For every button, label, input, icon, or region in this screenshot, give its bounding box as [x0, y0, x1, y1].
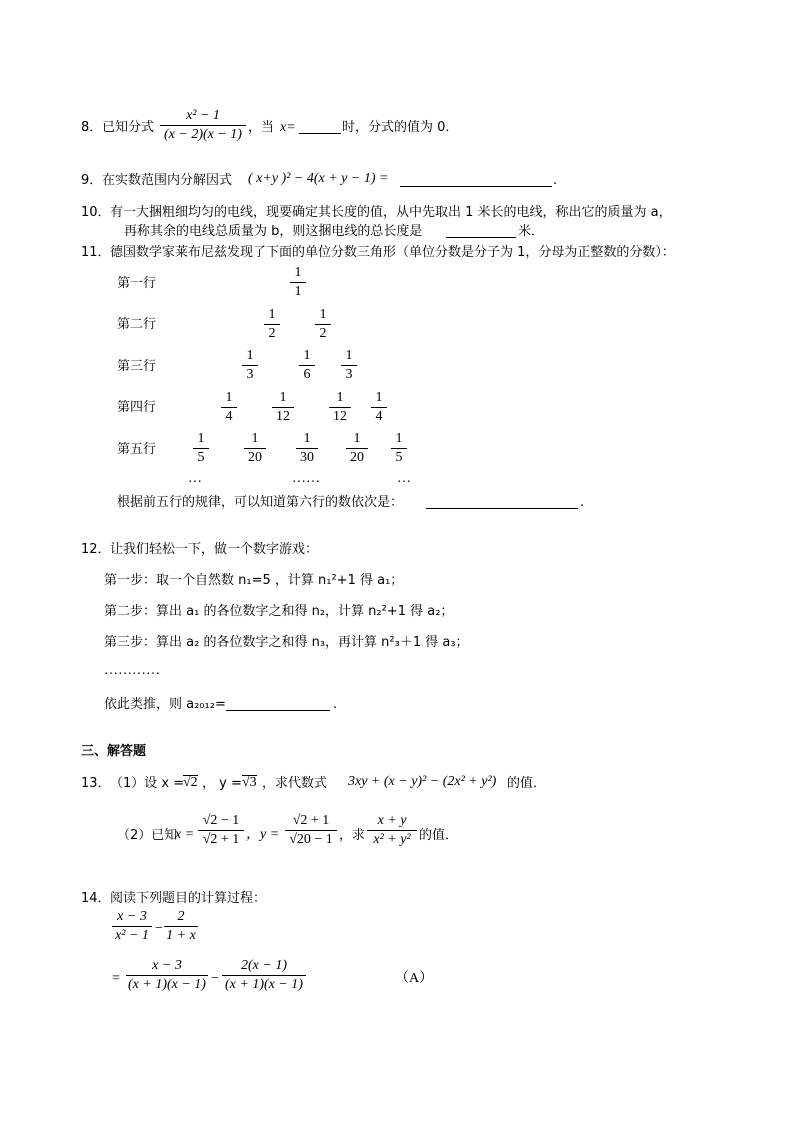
q13-part1-b: ， y = [202, 776, 242, 791]
unit-fraction: 1 4 [221, 390, 237, 425]
q12-final-end: . [333, 697, 338, 712]
q11-text: 德国数学家莱布尼兹发现了下面的单位分数三角形（单位分数是分子为 1，分母为正整数的分数）： [110, 245, 675, 260]
q9-number: 9． [81, 173, 103, 188]
q8-var: x= [280, 120, 296, 135]
q14-minus: − [211, 971, 219, 986]
unit-fraction: 1 20 [346, 431, 368, 466]
q8-frac-denominator: (x − 2)(x − 1) [164, 127, 242, 142]
q13-y-fraction: √2 + 1 √20 − 1 [285, 813, 337, 848]
q11-conclusion: 根据前五行的规律，可以知道第六行的数依次是： [117, 495, 404, 510]
q11-row-label: 第二行 [117, 317, 157, 332]
q11-conclusion-end: . [580, 495, 585, 510]
unit-fraction: 1 3 [341, 348, 357, 383]
unit-fraction: 1 2 [264, 307, 280, 342]
q12-step1: 第一步：取一个自然数 n₁=5 ，计算 n₁²+1 得 a₁； [104, 573, 404, 588]
q14-fraction-1: x − 3 x² − 1 [112, 909, 152, 944]
q14-fraction-3: x − 3 (x + 1)(x − 1) [126, 958, 208, 993]
q9-text: 在实数范围内分解因式 [102, 173, 233, 188]
q14-fraction-2: 2 1 + x [164, 909, 198, 944]
q12-number: 12． [81, 542, 111, 557]
unit-fraction: 1 2 [315, 307, 331, 342]
q13-query-fraction: x + y x² + y² [367, 813, 417, 848]
q9-end: . [553, 173, 558, 188]
q13-part1-c: ，求代数式 [262, 776, 328, 791]
q14-number: 14． [81, 891, 111, 906]
q13-part2-c: 的值． [419, 828, 459, 843]
q11-row-label: 第一行 [117, 276, 157, 291]
q13-part2-a: （2）已知 [117, 828, 178, 843]
q11-dots-right: … [397, 471, 411, 486]
q11-row-label: 第五行 [117, 442, 157, 457]
q13-part1-y: √3 [242, 775, 257, 790]
section-title: 三、解答题 [81, 744, 147, 759]
q8-tail: 时，分式的值为 0． [342, 120, 459, 135]
q11-blank[interactable] [426, 496, 578, 512]
q11-number: 11． [81, 245, 111, 260]
q9-blank[interactable] [400, 174, 552, 190]
q11-dots-left: … [188, 471, 202, 486]
q13-part2-b: ，求 [339, 828, 366, 843]
unit-fraction: 1 20 [244, 431, 266, 466]
q11-row-label: 第四行 [117, 400, 157, 415]
q13-number: 13． [81, 776, 111, 791]
q10-number: 10． [81, 205, 111, 220]
unit-fraction: 1 3 [242, 348, 258, 383]
q11-row-label: 第三行 [117, 359, 157, 374]
q12-step2: 第二步：算出 a₁ 的各位数字之和得 n₂，计算 n₂²+1 得 a₂； [104, 604, 454, 619]
q10-line1: 有一大捆粗细均匀的电线，现要确定其长度的值，从中先取出 1 米长的电线，称出它的质量为 a， [110, 205, 672, 220]
q11-dots-mid: …… [292, 471, 320, 486]
q12-text: 让我们轻松一下，做一个数字游戏： [110, 542, 319, 557]
q13-part2-x-lhs: x = [175, 827, 195, 842]
q8-mid: ，当 [248, 120, 275, 135]
q13-part1-a: （1）设 x = [110, 776, 185, 791]
q14-minus: − [155, 921, 163, 936]
q13-part1-x: √2 [183, 775, 198, 790]
q13-x-fraction: √2 − 1 √2 + 1 [198, 813, 244, 848]
q10-line2b: 米． [518, 224, 545, 239]
q12-dots: ………… [104, 663, 160, 678]
q10-blank[interactable] [446, 225, 516, 241]
unit-fraction: 1 4 [371, 390, 387, 425]
unit-fraction: 1 12 [272, 390, 294, 425]
unit-fraction: 1 1 [290, 265, 306, 300]
q9-expr: ( x+y )² − 4(x + y − 1) = [248, 171, 389, 186]
unit-fraction: 1 5 [193, 431, 209, 466]
q8-lead: 已知分式 [102, 120, 155, 135]
q14-text: 阅读下列题目的计算过程： [110, 891, 267, 906]
q12-step3: 第三步：算出 a₂ 的各位数字之和得 n₃，再计算 n²₃＋1 得 a₃； [104, 635, 469, 650]
unit-fraction: 1 12 [329, 390, 351, 425]
q8-number: 8． [81, 120, 103, 135]
q8-fraction [160, 108, 246, 143]
q13-part1-expr: 3xy + (x − y)² − (2x² + y²) [348, 774, 497, 789]
q8-blank[interactable] [299, 121, 341, 137]
q13-part2-y-lhs: ，y = [246, 827, 280, 842]
q13-part1-d: 的值． [507, 776, 547, 791]
unit-fraction: 1 6 [299, 348, 315, 383]
unit-fraction: 1 30 [296, 431, 318, 466]
q10-line2a: 再称其余的电线总质量为 b，则这捆电线的总长度是 [124, 224, 423, 239]
q14-tag: （A） [395, 971, 434, 986]
unit-fraction: 1 5 [391, 431, 407, 466]
q14-equals: = [112, 971, 120, 986]
q12-final: 依此类推，则 a₂₀₁₂= [104, 697, 226, 712]
q12-blank[interactable] [226, 698, 330, 714]
q14-fraction-4: 2(x − 1) (x + 1)(x − 1) [222, 958, 306, 993]
q8-frac-numerator: x² − 1 [186, 108, 220, 123]
